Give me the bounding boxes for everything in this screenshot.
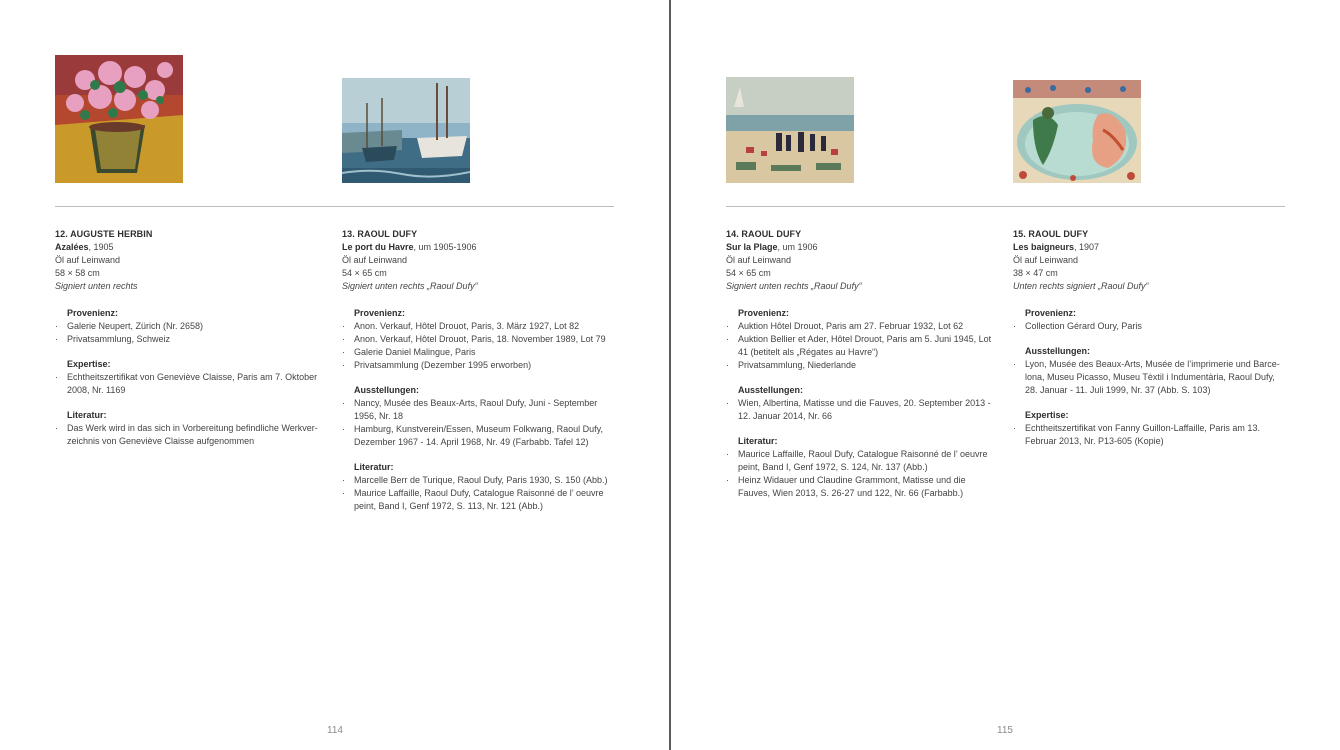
le-port-du-havre-painting-image [342, 78, 470, 183]
section-label: Ausstellungen: [738, 385, 804, 395]
entry-sections [1013, 307, 1285, 448]
sur-la-plage-painting-image [726, 77, 854, 183]
entry-medium: Öl auf Leinwand [726, 255, 792, 265]
entry-title: Le port du Havre [342, 242, 414, 252]
section-label: Literatur: [354, 462, 394, 472]
list-item: · Maurice Laffaille, Raoul Dufy, Catalogue Raisonné de l’ oeuvre peint, Band I, Genf 1972, S. 113, Nr. 121 (Abb.) [354, 487, 614, 513]
list-item: · Collection Gérard Oury, Paris [1025, 320, 1285, 333]
list-item: · Auktion Hôtel Drouot, Paris am 27. Februar 1932, Lot 62 [738, 320, 998, 333]
list-item: · Hamburg, Kunstverein/Essen, Museum Folkwang, Raoul Dufy, Dezember 1967 - 14. April 1968, Nr. 49 (Farbabb. Tafel 12) [354, 423, 614, 449]
entry-sections [55, 307, 327, 448]
artwork-azalees [55, 55, 183, 183]
list-item: · Wien, Albertina, Matisse und die Fauves, 20. September 2013 - 12. Januar 2014, Nr. 66 [738, 397, 998, 423]
page-divider-rule [55, 206, 614, 207]
entry-medium: Öl auf Leinwand [342, 255, 408, 265]
entry-signature: Signiert unten rechts „Raoul Dufy“ [726, 281, 862, 291]
section-expertise [67, 358, 327, 397]
section-label: Provenienz: [1025, 308, 1077, 318]
catalogue-entry-12 [55, 228, 327, 460]
page-number-left: 114 [327, 725, 343, 736]
list-item: · Privatsammlung, Schweiz [67, 333, 327, 346]
section-exhibitions [1025, 345, 1285, 397]
les-baigneurs-painting-image [1013, 80, 1141, 183]
list-item: · Privatsammlung (Dezember 1995 erworben) [354, 359, 614, 372]
list-item: · Galerie Daniel Malingue, Paris [354, 346, 614, 359]
entry-title-line [55, 241, 327, 254]
azalees-painting-image [55, 55, 183, 183]
entry-medium: Öl auf Leinwand [1013, 255, 1079, 265]
list-item: · Heinz Widauer und Claudine Grammont, Matisse und die Fauves, Wien 2013, S. 26-27 und 122, Nr. 66 (Farbabb.) [738, 474, 998, 500]
section-label: Provenienz: [67, 308, 119, 318]
entry-year: , 1907 [1074, 242, 1100, 252]
section-provenance [1025, 307, 1285, 333]
entry-year: , um 1905-1906 [413, 242, 477, 252]
list-item: · Galerie Neupert, Zürich (Nr. 2658) [67, 320, 327, 333]
section-label: Ausstellungen: [1025, 346, 1091, 356]
entry-heading: 15. RAOUL DUFY [1013, 229, 1089, 239]
page-number-right: 115 [997, 725, 1013, 736]
catalogue-entry-14 [726, 228, 998, 512]
catalogue-entry-15 [1013, 228, 1285, 460]
right-page [671, 0, 1340, 750]
list-item: · Echtheitszertifikat von Geneviève Claisse, Paris am 7. Oktober 2008, Nr. 1169 [67, 371, 327, 397]
list-item: · Auktion Bellier et Ader, Hôtel Drouot, Paris am 5. Juni 1945, Lot 41 (betitelt als „Régates au Havre“) [738, 333, 998, 359]
section-label: Provenienz: [354, 308, 406, 318]
list-item: · Das Werk wird in das sich in Vorbereitung befindliche Werkver-zeichnis von Geneviève Claisse aufgenommen [67, 422, 327, 448]
section-exhibitions [738, 384, 998, 423]
entry-title: Azalées [55, 242, 89, 252]
entry-year: , um 1906 [777, 242, 818, 252]
entry-heading: 12. AUGUSTE HERBIN [55, 229, 153, 239]
section-literature [354, 461, 614, 513]
list-item: · Echtheitszertifikat von Fanny Guillon-Laffaille, Paris am 13. Februar 2013, Nr. P13-605 (Kopie) [1025, 422, 1285, 448]
section-label: Provenienz: [738, 308, 790, 318]
entry-signature: Signiert unten rechts [55, 281, 138, 291]
entry-size: 38 × 47 cm [1013, 268, 1058, 278]
list-item: · Marcelle Berr de Turique, Raoul Dufy, Paris 1930, S. 150 (Abb.) [354, 474, 614, 487]
section-provenance [67, 307, 327, 346]
list-item: · Maurice Laffaille, Raoul Dufy, Catalogue Raisonné de l’ oeuvre peint, Band I, Genf 1972, S. 124, Nr. 137 (Abb.) [738, 448, 998, 474]
entry-title-line [726, 241, 998, 254]
entry-size: 58 × 58 cm [55, 268, 100, 278]
list-item: · Nancy, Musée des Beaux-Arts, Raoul Dufy, Juni - September 1956, Nr. 18 [354, 397, 614, 423]
section-literature [67, 409, 327, 448]
entry-title-line [1013, 241, 1285, 254]
list-item: · Anon. Verkauf, Hôtel Drouot, Paris, 18. November 1989, Lot 79 [354, 333, 614, 346]
artwork-le-port-du-havre [342, 78, 470, 183]
entry-medium: Öl auf Leinwand [55, 255, 121, 265]
section-literature [738, 435, 998, 500]
section-label: Literatur: [738, 436, 778, 446]
section-label: Expertise: [1025, 410, 1069, 420]
entry-sections [726, 307, 998, 500]
entry-signature: Unten rechts signiert „Raoul Dufy“ [1013, 281, 1149, 291]
entry-title: Sur la Plage [726, 242, 778, 252]
entry-heading: 13. RAOUL DUFY [342, 229, 418, 239]
section-label: Literatur: [67, 410, 107, 420]
entry-title: Les baigneurs [1013, 242, 1075, 252]
entry-heading: 14. RAOUL DUFY [726, 229, 802, 239]
entry-size: 54 × 65 cm [342, 268, 387, 278]
section-provenance [354, 307, 614, 372]
left-page [0, 0, 669, 750]
entry-year: , 1905 [88, 242, 114, 252]
artwork-les-baigneurs [1013, 80, 1141, 183]
list-item: · Anon. Verkauf, Hôtel Drouot, Paris, 3. März 1927, Lot 82 [354, 320, 614, 333]
section-label: Ausstellungen: [354, 385, 420, 395]
section-exhibitions [354, 384, 614, 449]
list-item: · Privatsammlung, Niederlande [738, 359, 998, 372]
entry-signature: Signiert unten rechts „Raoul Dufy“ [342, 281, 478, 291]
list-item: · Lyon, Musée des Beaux-Arts, Musée de l’imprimerie und Barce-lona, Museu Picasso, Museu Tèxtil i Indumentària, Raoul Dufy, 28. Januar - 11. Juli 1999, Nr. 37 (Abb. S. 103) [1025, 358, 1285, 397]
section-expertise [1025, 409, 1285, 448]
catalogue-entry-13 [342, 228, 614, 525]
entry-size: 54 × 65 cm [726, 268, 771, 278]
page-divider-rule [726, 206, 1285, 207]
artwork-sur-la-plage [726, 77, 854, 183]
section-label: Expertise: [67, 359, 111, 369]
entry-sections [342, 307, 614, 513]
section-provenance [738, 307, 998, 372]
entry-title-line [342, 241, 614, 254]
